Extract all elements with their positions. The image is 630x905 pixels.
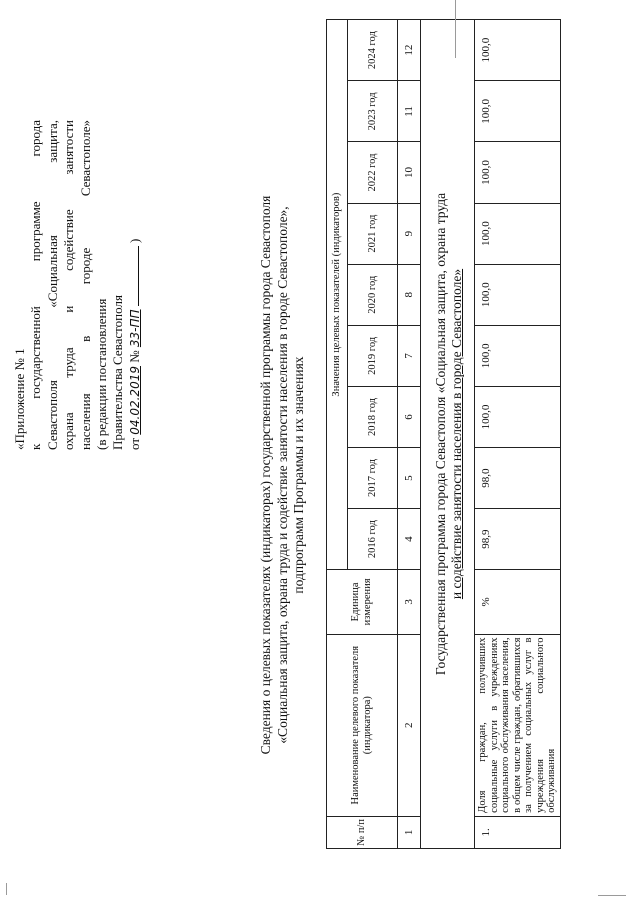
title-line: подпрограмм Программы и их значениях: [291, 356, 306, 594]
column-number: 12: [398, 20, 421, 81]
header-unit: Единица измерения: [327, 570, 398, 634]
number-prefix: №: [126, 350, 142, 363]
blank-underline: [138, 246, 139, 306]
table-row: [475, 20, 561, 849]
value-cell: 100,0: [475, 264, 561, 325]
value-cell: 100,0: [475, 20, 561, 81]
program-title-line: и содействие занятости населения в городе Севастополе»: [449, 268, 464, 600]
row-num: 1.: [475, 816, 561, 848]
value-cell: 98,9: [475, 509, 561, 570]
program-title-cell: [421, 20, 475, 849]
closing-paren: ): [126, 238, 142, 243]
header-year: 2018 год: [348, 386, 398, 447]
header-year: 2022 год: [348, 142, 398, 203]
handwritten-number: 33-ПП: [127, 309, 142, 348]
header-year: 2021 год: [348, 203, 398, 264]
indicators-table: [326, 19, 561, 849]
column-number: 3: [398, 570, 421, 634]
column-number: 6: [398, 386, 421, 447]
appendix-line: (в редакции постановления: [94, 298, 110, 450]
column-number: 4: [398, 509, 421, 570]
document-title: [258, 195, 308, 755]
header-year: 2024 год: [348, 20, 398, 81]
header-values-group: Значения целевых показателей (индикаторов): [327, 20, 348, 570]
appendix-line: охрана труда и содействие занятости: [61, 120, 77, 450]
appendix-line: Севастополя «Социальная защита,: [44, 120, 60, 450]
appendix-line: к государственной программе города: [28, 120, 44, 450]
column-number: 1: [398, 816, 421, 848]
header-name: Наименование целевого показателя (индикатора): [327, 634, 398, 816]
header-year: 2017 год: [348, 448, 398, 509]
program-title-row: [421, 20, 475, 849]
column-number: 11: [398, 81, 421, 142]
value-cell: 100,0: [475, 203, 561, 264]
value-cell: 98,0: [475, 448, 561, 509]
value-cell: 100,0: [475, 81, 561, 142]
appendix-line: населения в городе Севастополе»: [77, 120, 93, 450]
value-cell: 100,0: [475, 142, 561, 203]
header-year: 2023 год: [348, 81, 398, 142]
appendix-line: Правительства Севастополя: [110, 295, 126, 450]
scan-artifact-line: [6, 883, 7, 895]
header-year: 2016 год: [348, 509, 398, 570]
indicator-name: Доля граждан, получивших социальные услуги в учреждениях социального обслуживания населения, в общем числе граждан, обратившихся за получением социальных услуг в учреждения социального обслуживания: [475, 634, 561, 816]
appendix-date-line: [127, 120, 143, 450]
header-year: 2020 год: [348, 264, 398, 325]
column-numbers-row: [398, 20, 421, 849]
column-number: 5: [398, 448, 421, 509]
column-number: 8: [398, 264, 421, 325]
column-number: 7: [398, 325, 421, 386]
program-title-line: Государственная программа города Севастополя «Социальная защита, охрана труда: [433, 192, 448, 676]
value-cell: 100,0: [475, 325, 561, 386]
header-year: 2019 год: [348, 325, 398, 386]
column-number: 10: [398, 142, 421, 203]
column-number: 2: [398, 634, 421, 816]
scan-artifact-line: [455, 0, 456, 58]
indicator-unit: %: [475, 570, 561, 634]
title-line: Сведения о целевых показателях (индикаторах) государственной программы города Севастополя: [258, 195, 273, 755]
title-line: «Социальная защита, охрана труда и содействие занятости населения в городе Севастополе»,: [274, 206, 290, 744]
header-num: № п/п: [327, 816, 398, 848]
appendix-block: [12, 120, 143, 450]
column-number: 9: [398, 203, 421, 264]
value-cell: 100,0: [475, 386, 561, 447]
appendix-line: «Приложение № 1: [12, 348, 27, 450]
scan-artifact-line: [598, 895, 626, 896]
date-prefix: от: [126, 437, 142, 450]
handwritten-date: 04.02.2019: [127, 366, 142, 435]
